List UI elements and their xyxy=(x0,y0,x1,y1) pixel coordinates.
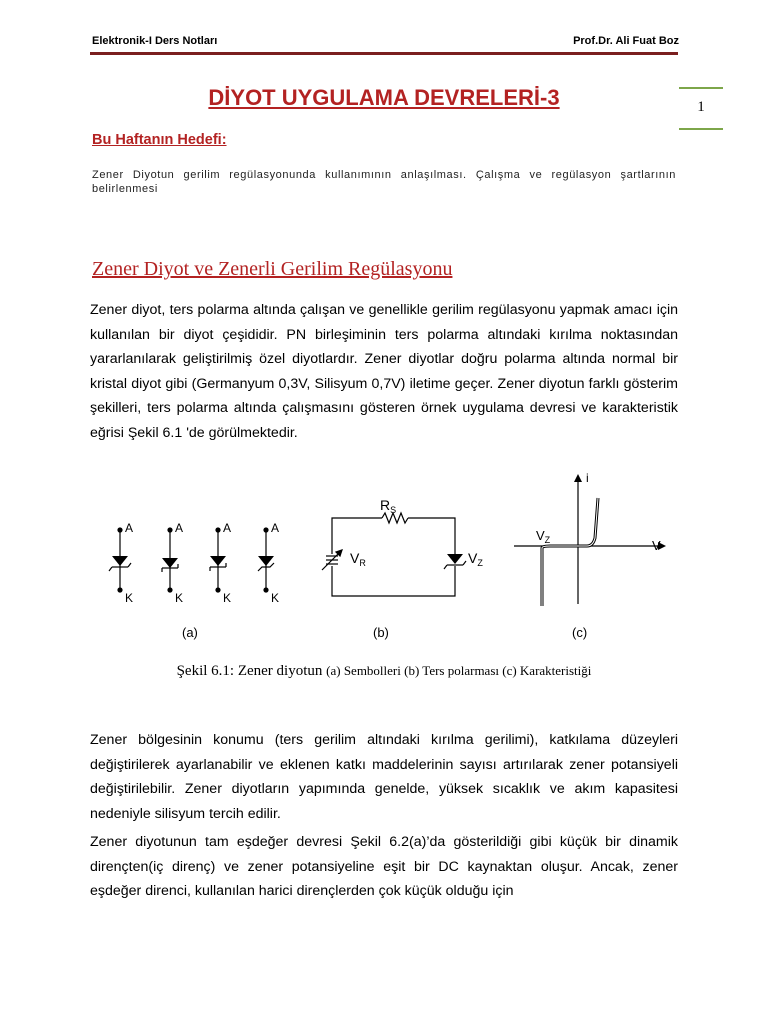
figure-6-1 xyxy=(90,468,680,648)
zener-symbol-2 xyxy=(162,528,178,592)
anode-label-4: A xyxy=(271,521,280,535)
zener-voltage-label: $V_Z$ xyxy=(468,550,483,568)
figure-drawing xyxy=(90,468,680,648)
page-number-rule-top xyxy=(679,87,723,89)
cathode-label-2: K xyxy=(175,591,184,605)
paragraph-1: Zener diyot, ters polarma altında çalışan ve genellikle gerilim regülasyonu yapmak amacı için kullanılan bir diyot çeşididir. PN birleşiminin ters polarma altındaki kırılma noktasından yararlanılarak geliştirilmiş özel diyotlardır. Zener diyotlar doğru polarma altında normal bir kristal diyot gibi (Germanyum 0,3V, Silisyum 0,7V) iletime geçer. Zener diyotun farklı gösterim şekilleri, ters polarma altında çalışmasını gösteren örnek uygulama devresi ve karakteristik eğrisi Şekil 6.1 'de görülmektedir. xyxy=(90,302,678,441)
paragraph-2: Zener bölgesinin konumu (ters gerilim altındaki kırılma gerilimi), katkılama düzeyleri değiştirilerek ayarlanabilir ve eklenen katkı maddelerinin sayısı artırılarak zener potansiyeli değiştirilebilir. Zener diyotların yapımında genelde, yüksek sıcaklık ve akım kapasitesi nedeniyle silisyum tercih edilir. xyxy=(90,732,678,822)
page-title-text: DİYOT UYGULAMA DEVRELERİ-3 xyxy=(208,85,560,110)
header-rule xyxy=(90,52,678,55)
paragraph-3: Zener diyotunun tam eşdeğer devresi Şekil 6.2(a)’da gösterildiği gibi küçük bir dinamik dirençten(iç direnç) ve zener potansiyeline eşit bir DC kaynaktan oluşur. Ancak, zener eşdeğer direnci, kullanılan harici dirençlerden çok küçük olduğu için xyxy=(90,834,678,899)
goal-heading: Bu Haftanın Hedefi: xyxy=(92,132,227,148)
subfigure-label-b: (b) xyxy=(373,625,389,640)
current-axis-label: i xyxy=(586,471,589,485)
caption-main: Şekil 6.1: Zener diyotun xyxy=(176,663,323,679)
voltage-axis-label: V xyxy=(652,538,661,553)
reverse-bias-circuit xyxy=(322,513,466,596)
anode-label-3: A xyxy=(223,521,232,535)
characteristic-curve-inner xyxy=(542,498,598,606)
source-label: $V_R$ xyxy=(350,550,366,568)
page-title xyxy=(90,85,678,111)
header-author: Prof.Dr. Ali Fuat Boz xyxy=(573,35,679,47)
page-number-rule-bottom xyxy=(679,128,723,130)
zener-symbol-4 xyxy=(258,528,274,592)
zener-knee-label: $V_Z$ xyxy=(536,528,551,545)
cathode-label-1: K xyxy=(125,591,134,605)
page-number: 1 xyxy=(697,99,705,115)
zener-symbol-3 xyxy=(210,528,226,592)
anode-label-2: A xyxy=(175,521,184,535)
zener-symbol-1 xyxy=(109,528,131,592)
section-heading: Zener Diyot ve Zenerli Gerilim Regülasyonu xyxy=(92,258,453,280)
resistor-label: $R_S$ xyxy=(380,497,397,515)
subfigure-label-a: (a) xyxy=(182,625,198,640)
characteristic-curve xyxy=(542,498,598,606)
subfigure-label-c: (c) xyxy=(572,625,588,640)
figure-caption xyxy=(90,663,678,680)
cathode-label-3: K xyxy=(223,591,232,605)
goal-text: Zener Diyotun gerilim regülasyonunda kullanımının anlaşılması. Çalışma ve regülasyon şartlarının belirlenmesi xyxy=(92,169,676,195)
anode-label-1: A xyxy=(125,521,134,535)
header-course: Elektronik-I Ders Notları xyxy=(92,35,218,47)
caption-detail: (a) Sembolleri (b) Ters polarması (c) Karakteristiği xyxy=(326,663,592,678)
cathode-label-4: K xyxy=(271,591,280,605)
